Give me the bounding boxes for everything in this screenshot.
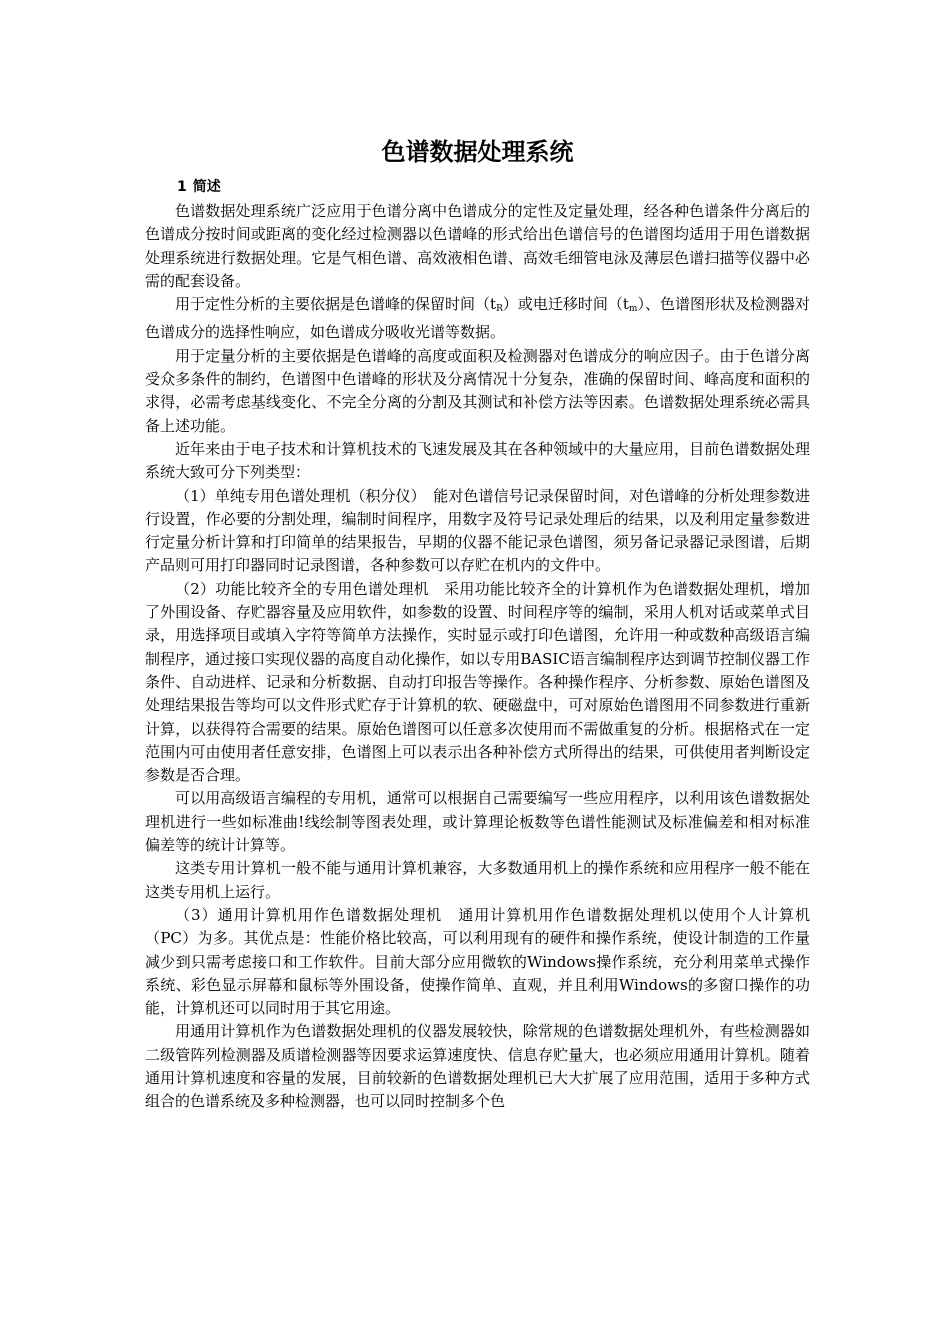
paragraph-qualitative-part-a: 用于定性分析的主要依据是色谱峰的保留时间（t bbox=[175, 295, 497, 314]
paragraph-overview: 色谱数据处理系统广泛应用于色谱分离中色谱成分的定性及定量处理，经各种色谱条件分离后的色谱成分按时间或距离的变化经过检测器以色谱峰的形式给出色谱信号的色谱图均适用于用色谱数据处理系统进行数据处理。它是气相色谱、高效液相色谱、高效毛细管电泳及薄层色谱扫描等仪器中必需的配套设备。 bbox=[145, 202, 810, 290]
paragraph-qualitative bbox=[145, 293, 810, 345]
paragraph-qualitative-part-b: ）或电迁移时间（t bbox=[502, 295, 629, 314]
paragraph-general-computer: 用通用计算机作为色谱数据处理机的仪器发展较快，除常规的色谱数据处理机外，有些检测器如二级管阵列检测器及质谱检测器等因要求运算速度快、信息存贮量大，也必须应用通用计算机。随着通用计算机速度和容量的发展，目前较新的色谱数据处理机已大大扩展了应用范围，适用于多种方式组合的色谱系统及多种检测器，也可以同时控制多个色 bbox=[145, 1022, 810, 1111]
document-title: 色谱数据处理系统 bbox=[381, 138, 574, 166]
subscript-m: m bbox=[628, 304, 638, 315]
paragraph-qualitative-part-c: ）、色谱图形状及检测器对色谱成分的选择性响应，如色谱成分吸收光谱等数据。 bbox=[145, 295, 810, 342]
paragraph-quantitative: 用于定量分析的主要依据是色谱峰的高度或面积及检测器对色谱成分的响应因子。由于色谱分离受众多条件的制约，色谱图中色谱峰的形状及分离情况十分复杂，准确的保留时间、峰高度和面积的求得，必需考虑基线变化、不完全分离的分割及其测试和补偿方法等因素。色谱数据处理系统必需具备上述功能。 bbox=[145, 346, 810, 435]
paragraph-types-intro: 近年来由于电子技术和计算机技术的飞速发展及其在各种领域中的大量应用，目前色谱数据处理系统大致可分下列类型： bbox=[145, 439, 810, 482]
paragraph-type-2: （2）功能比较齐全的专用色谱处理机 采用功能比较齐全的计算机作为色谱数据处理机，增加了外围设备、存贮器容量及应用软件，如参数的设置、时间程序等的编制，采用人机对话或菜单式目录，用选择项目或填入字符等简单方法操作，实时显示或打印色谱图，允许用一种或数种高级语言编制程序，通过接口实现仪器的高度自动化操作，如以专用BASIC语言编制程序达到调节控制仪器工作条件、自动进样、记录和分析数据、自动打印报告等操作。各种操作程序、分析参数、原始色谱图及处理结果报告等均可以文件形式贮存于计算机的软、硬磁盘中，可对原始色谱图用不同参数进行重新计算，以获得符合需要的结果。原始色谱图可以任意多次使用而不需做重复的分析。根据格式在一定范围内可由使用者任意安排，色谱图上可以表示出各种补偿方式所得出的结果，可供使用者判断设定参数是否合理。 bbox=[145, 579, 810, 785]
paragraph-type-3: （3）通用计算机用作色谱数据处理机 通用计算机用作色谱数据处理机以使用个人计算机（PC）为多。其优点是：性能价格比较高，可以利用现有的硬件和操作系统，使设计制造的工作量减少到只需考虑接口和工作软件。目前大部分应用微软的Windows操作系统，充分利用菜单式操作系统、彩色显示屏幕和鼠标等外围设备，使操作简单、直观，并且利用Windows的多窗口操作的功能，计算机还可以同时用于其它用途。 bbox=[145, 905, 810, 1018]
section-title: 简述 bbox=[192, 179, 221, 195]
section-heading bbox=[177, 176, 810, 198]
subscript-r: R bbox=[496, 304, 503, 315]
document-page bbox=[145, 134, 810, 1114]
paragraph-type-1: （1）单纯专用色谱处理机（积分仪） 能对色谱信号记录保留时间，对色谱峰的分析处理参数进行设置，作必要的分割处理，编制时间程序，用数字及符号记录处理后的结果，以及利用定量参数进行定量分析计算和打印简单的结果报告，早期的仪器不能记录色谱图，须另备记录器记录图谱，后期产品则可用打印器同时记录图谱，各种参数可以存贮在机内的文件中。 bbox=[145, 486, 810, 575]
paragraph-compatibility: 这类专用计算机一般不能与通用计算机兼容，大多数通用机上的操作系统和应用程序一般不能在这类专用机上运行。 bbox=[145, 859, 810, 901]
paragraph-high-level-language: 可以用高级语言编程的专用机，通常可以根据自己需要编写一些应用程序，以利用该色谱数据处理机进行一些如标准曲!线绘制等图表处理，或计算理论板数等色谱性能测试及标准偏差和相对标准偏差等的统计计算等。 bbox=[145, 789, 810, 855]
section-number: 1 bbox=[177, 179, 187, 195]
